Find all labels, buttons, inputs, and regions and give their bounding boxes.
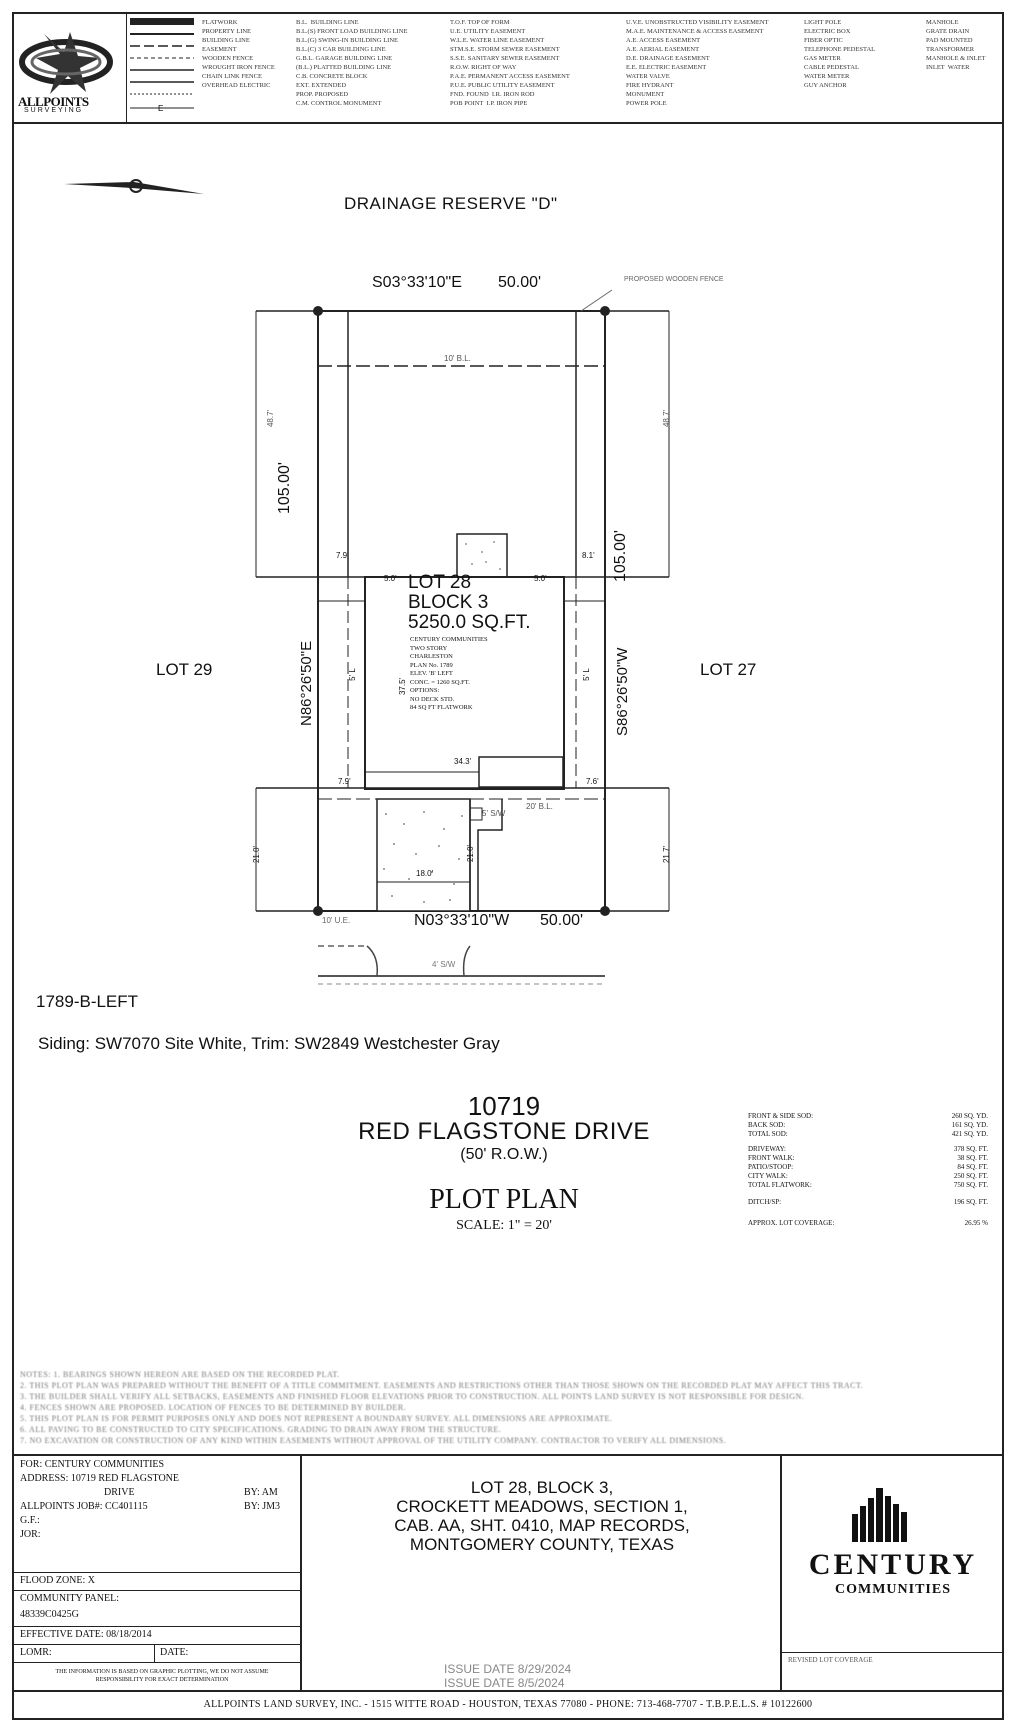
community-panel-row — [14, 1590, 300, 1627]
legend-column-5: LIGHT POLE ELECTRIC BOX FIBER OPTIC TELEPHONE PEDESTAL GAS METER CABLE PEDESTAL WATER METER GUY ANCHOR — [804, 19, 876, 89]
effective-date: EFFECTIVE DATE: 08/18/2014 — [20, 1629, 152, 1640]
logo-subtext: SURVEYING — [24, 107, 84, 114]
issue-date-2: ISSUE DATE 8/5/2024 — [444, 1676, 565, 1690]
fence-label: PROPOSED WOODEN FENCE — [624, 276, 724, 283]
area-value: 378 SQ. FT. — [953, 1145, 988, 1153]
dim-48-7-right: 48.7' — [662, 409, 672, 428]
right-of-way: (50' R.O.W.) — [460, 1146, 548, 1163]
for-label: FOR: CENTURY COMMUNITIES — [20, 1459, 165, 1470]
century-logo-icon — [844, 1486, 924, 1544]
job-number: ALLPOINTS JOB#: CC401115 — [20, 1501, 148, 1512]
note-line: NOTES: 1. BEARINGS SHOWN HEREON ARE BASED ON THE RECORDED PLAT. — [20, 1370, 340, 1379]
address-drive: DRIVE — [104, 1487, 135, 1498]
left-bearing: N86°26'50"E — [298, 640, 315, 726]
dim-21-7-right: 21.7' — [662, 845, 672, 864]
legal-line-4: MONTGOMERY COUNTY, TEXAS — [409, 1535, 675, 1554]
note-line: 6. ALL PAVING TO BE CONSTRUCTED TO CITY SPECIFICATIONS. GRADING TO DRAIN AWAY FROM THE STRUCTURE. — [20, 1425, 502, 1434]
lomr-label: LOMR: — [20, 1647, 52, 1658]
dim-18-0: 18.0' — [416, 869, 434, 878]
century-brand: CENTURY — [808, 1548, 978, 1581]
right-bearing: S86°26'50"W — [614, 647, 631, 736]
flood-zone: FLOOD ZONE: X — [20, 1575, 95, 1586]
lot-area-label: 5250.0 SQ.FT. — [408, 612, 531, 633]
dim-5-0-left: 5.0' — [384, 574, 397, 583]
legend-column-2: B.L. BUILDING LINE B.L.(S) FRONT LOAD BUILDING LINE B.L.(G) SWING-IN BUILDING LINE B.L.(C) 3 CAR BUILDING LINE G.B.L. GARAGE BUILDING LINE (B.L.) PLATTED BUILDING LINE C.B. CONCRETE BLOCK EXT. EXTENDED PROP. PROPOSED C.M. CONTROL MONUMENT — [296, 19, 408, 107]
scale-label: SCALE: 1" = 20' — [456, 1218, 552, 1233]
legend-column-6: MANHOLE GRATE DRAIN PAD MOUNTED TRANSFORMER MANHOLE & INLET INLET WATER — [926, 19, 986, 71]
title-block — [14, 1454, 1002, 1692]
legend-column-3: T.O.F. TOP OF FORM U.E. UTILITY EASEMENT W.L.E. WATER LINE EASEMENT STM.S.E. STORM SEWER EASEMENT S.S.E. SANITARY SEWER EASEMENT R.O.W. RIGHT OF WAY P.A.E. PERMANENT ACCESS EASEMENT P.U.E. PUBLIC UTILITY EASEMENT FND. FOUND I.R. IRON ROD POB POINT I.P. IRON PIPE — [450, 19, 570, 107]
area-label: TOTAL SOD: — [748, 1130, 788, 1138]
effective-date-row — [14, 1626, 300, 1645]
lot-29-label: LOT 29 — [156, 660, 213, 679]
lot-27-label: LOT 27 — [700, 660, 757, 679]
legal-line-2: CROCKETT MEADOWS, SECTION 1, — [396, 1497, 688, 1516]
legal-line-3: CAB. AA, SHT. 0410, MAP RECORDS, — [394, 1516, 690, 1535]
right-distance: 105.00' — [612, 530, 629, 582]
legend-column-1: FLATWORK PROPERTY LINE BUILDING LINE EASEMENT WOODEN FENCE WROUGHT IRON FENCE CHAIN LINK FENCE OVERHEAD ELECTRIC — [202, 19, 275, 89]
dim-5-0-right: 5.0' — [534, 574, 547, 583]
siding-label: Siding: SW7070 Site White, Trim: SW2849 Westchester Gray — [38, 1034, 500, 1053]
area-value: 750 SQ. FT. — [953, 1181, 988, 1189]
bottom-distance: 50.00' — [540, 912, 584, 929]
model-label: 1789-B-LEFT — [36, 992, 139, 1011]
top-bearing: S03°33'10"E — [372, 274, 462, 291]
area-value: 250 SQ. FT. — [953, 1172, 988, 1180]
area-value: 421 SQ. YD. — [951, 1130, 988, 1138]
front-building-line-label: 20' B.L. — [526, 802, 553, 811]
area-summary-table — [748, 1112, 988, 1228]
gf-label: G.F.: — [20, 1515, 40, 1526]
rear-building-line-label: 10' B.L. — [444, 354, 471, 363]
allpoints-logo — [14, 14, 127, 122]
address-label: ADDRESS: 10719 RED FLAGSTONE — [20, 1473, 179, 1484]
legal-line-1: LOT 28, BLOCK 3, — [470, 1478, 614, 1497]
communities-brand: COMMUNITIES — [834, 1582, 951, 1597]
community-panel-label: COMMUNITY PANEL: — [20, 1593, 119, 1604]
dim-21-0-drive: 21.0' — [466, 844, 476, 863]
area-label: PATIO/STOOP: — [748, 1163, 794, 1171]
area-label: BACK SOD: — [748, 1121, 786, 1129]
by-am: BY: AM — [244, 1487, 278, 1498]
note-line: 5. THIS PLOT PLAN IS FOR PERMIT PURPOSES ONLY AND DOES NOT REPRESENT A BOUNDARY SURVEY. ALL DIMENSIONS ARE APPROXIMATE. — [20, 1414, 613, 1423]
house-note: CENTURY COMMUNITIES TWO STORY CHARLESTON PLAN No. 1789 ELEV. 'B' LEFT CONC. = 1260 SQ.FT. OPTIONS: NO DECK STD. 84 SQ FT FLATWORK — [410, 636, 488, 711]
surveyor-footer: ALLPOINTS LAND SURVEY, INC. - 1515 WITTE ROAD - HOUSTON, TEXAS 77080 - PHONE: 713-468-7707 - T.B.P.E.L.S. # 10122600 — [14, 1690, 1002, 1718]
lomr-row — [14, 1644, 300, 1663]
flood-zone-row — [14, 1572, 300, 1591]
area-value: 260 SQ. YD. — [951, 1112, 988, 1120]
note-line: 2. THIS PLOT PLAN WAS PREPARED WITHOUT THE BENEFIT OF A TITLE COMMITMENT. EASEMENTS AND RESTRICTIONS OTHER THAN THOSE SHOWN ON THE RECORDED PLAT MAY AFFECT THIS TRACT. — [20, 1381, 864, 1390]
dim-21-0-left: 21.0' — [252, 845, 262, 864]
area-label: DRIVEWAY: — [748, 1145, 786, 1153]
area-value: 196 SQ. FT. — [953, 1198, 988, 1206]
legend-line-symbols — [128, 16, 198, 120]
area-value: 84 SQ. FT. — [957, 1163, 988, 1171]
jor-label: JOR: — [20, 1529, 41, 1540]
dim-7-9-left: 7.9' — [336, 551, 349, 560]
note-line: 7. NO EXCAVATION OR CONSTRUCTION OF ANY KIND WITHIN EASEMENTS WITHOUT APPROVAL OF THE UTILITY COMPANY. CONTRACTOR TO VERIFY ALL DIMENSIONS. — [20, 1436, 727, 1445]
svg-text:E: E — [158, 104, 164, 113]
issue-date-1: ISSUE DATE 8/29/2024 — [444, 1662, 572, 1676]
area-value: 38 SQ. FT. — [957, 1154, 988, 1162]
area-label: CITY WALK: — [748, 1172, 788, 1180]
plot-plan-sheet — [12, 12, 1004, 1720]
lot-28-label: LOT 28 — [408, 572, 472, 593]
plot-plan-drawing — [14, 124, 1002, 1044]
dim-8-1: 8.1' — [582, 551, 595, 560]
sidewalk-label: 5' S/W — [482, 809, 506, 818]
address-number: 10719 — [467, 1091, 541, 1121]
area-label: DITCH/SP: — [748, 1198, 782, 1206]
dim-7-9-bottom: 7.9' — [338, 777, 351, 786]
area-label: FRONT WALK: — [748, 1154, 795, 1162]
dim-5l-right: 5' L — [581, 668, 591, 681]
job-info-box — [14, 1456, 300, 1573]
area-label: APPROX. LOT COVERAGE: — [748, 1219, 835, 1227]
revision-note: REVISED LOT COVERAGE — [788, 1656, 873, 1664]
area-value: 26.95 % — [964, 1219, 988, 1227]
flood-disclaimer: THE INFORMATION IS BASED ON GRAPHIC PLOTTING, WE DO NOT ASSUME RESPONSIBILITY FOR EXACT DETERMINATION — [55, 1669, 269, 1683]
bottom-bearing: N03°33'10"W — [414, 912, 510, 929]
date-label: DATE: — [160, 1647, 189, 1658]
note-line: 3. THE BUILDER SHALL VERIFY ALL SETBACKS, EASEMENTS AND FINISHED FLOOR ELEVATIONS PRIOR TO CONSTRUCTION. ALL POINTS LAND SURVEY IS NOT RESPONSIBLE FOR DESIGN. — [20, 1392, 805, 1401]
drainage-reserve-label: DRAINAGE RESERVE "D" — [344, 194, 558, 213]
area-label: FRONT & SIDE SOD: — [748, 1112, 814, 1120]
street-sidewalk-label: 4' S/W — [432, 960, 456, 969]
legend-column-4: U.V.E. UNOBSTRUCTED VISIBILITY EASEMENT M.A.E. MAINTENANCE & ACCESS EASEMENT A.E. ACCESS EASEMENT A.E. AERIAL EASEMENT D.E. DRAINAGE EASEMENT E.E. ELECTRIC EASEMENT WATER VALVE FIRE HYDRANT MONUMENT POWER POLE — [626, 19, 769, 107]
block-label: BLOCK 3 — [408, 592, 489, 613]
logo-text: ALLPOINTS — [18, 94, 89, 109]
top-distance: 50.00' — [498, 274, 542, 291]
note-line: 4. FENCES SHOWN ARE PROPOSED. LOCATION OF FENCES TO BE DETERMINED BY BUILDER. — [20, 1403, 407, 1412]
area-label: TOTAL FLATWORK: — [748, 1181, 812, 1189]
utility-easement-label: 10' U.E. — [322, 916, 351, 925]
by-jm: BY: JM3 — [244, 1501, 281, 1512]
dim-7-6: 7.6' — [586, 777, 599, 786]
community-panel-value: 48339C0425G — [20, 1609, 79, 1620]
north-arrow-icon — [64, 180, 204, 194]
plot-plan-title: PLOT PLAN — [429, 1184, 579, 1215]
dim-5l-left: 5' L — [347, 668, 357, 681]
legend-header — [14, 14, 1002, 124]
dim-37-5: 37.5' — [398, 677, 408, 696]
driveway — [377, 799, 470, 911]
street-name: RED FLAGSTONE DRIVE — [358, 1118, 650, 1145]
left-distance: 105.00' — [276, 462, 293, 514]
dim-48-7-left: 48.7' — [266, 409, 276, 428]
dim-34-3: 34.3' — [454, 757, 472, 766]
area-value: 161 SQ. YD. — [951, 1121, 988, 1129]
